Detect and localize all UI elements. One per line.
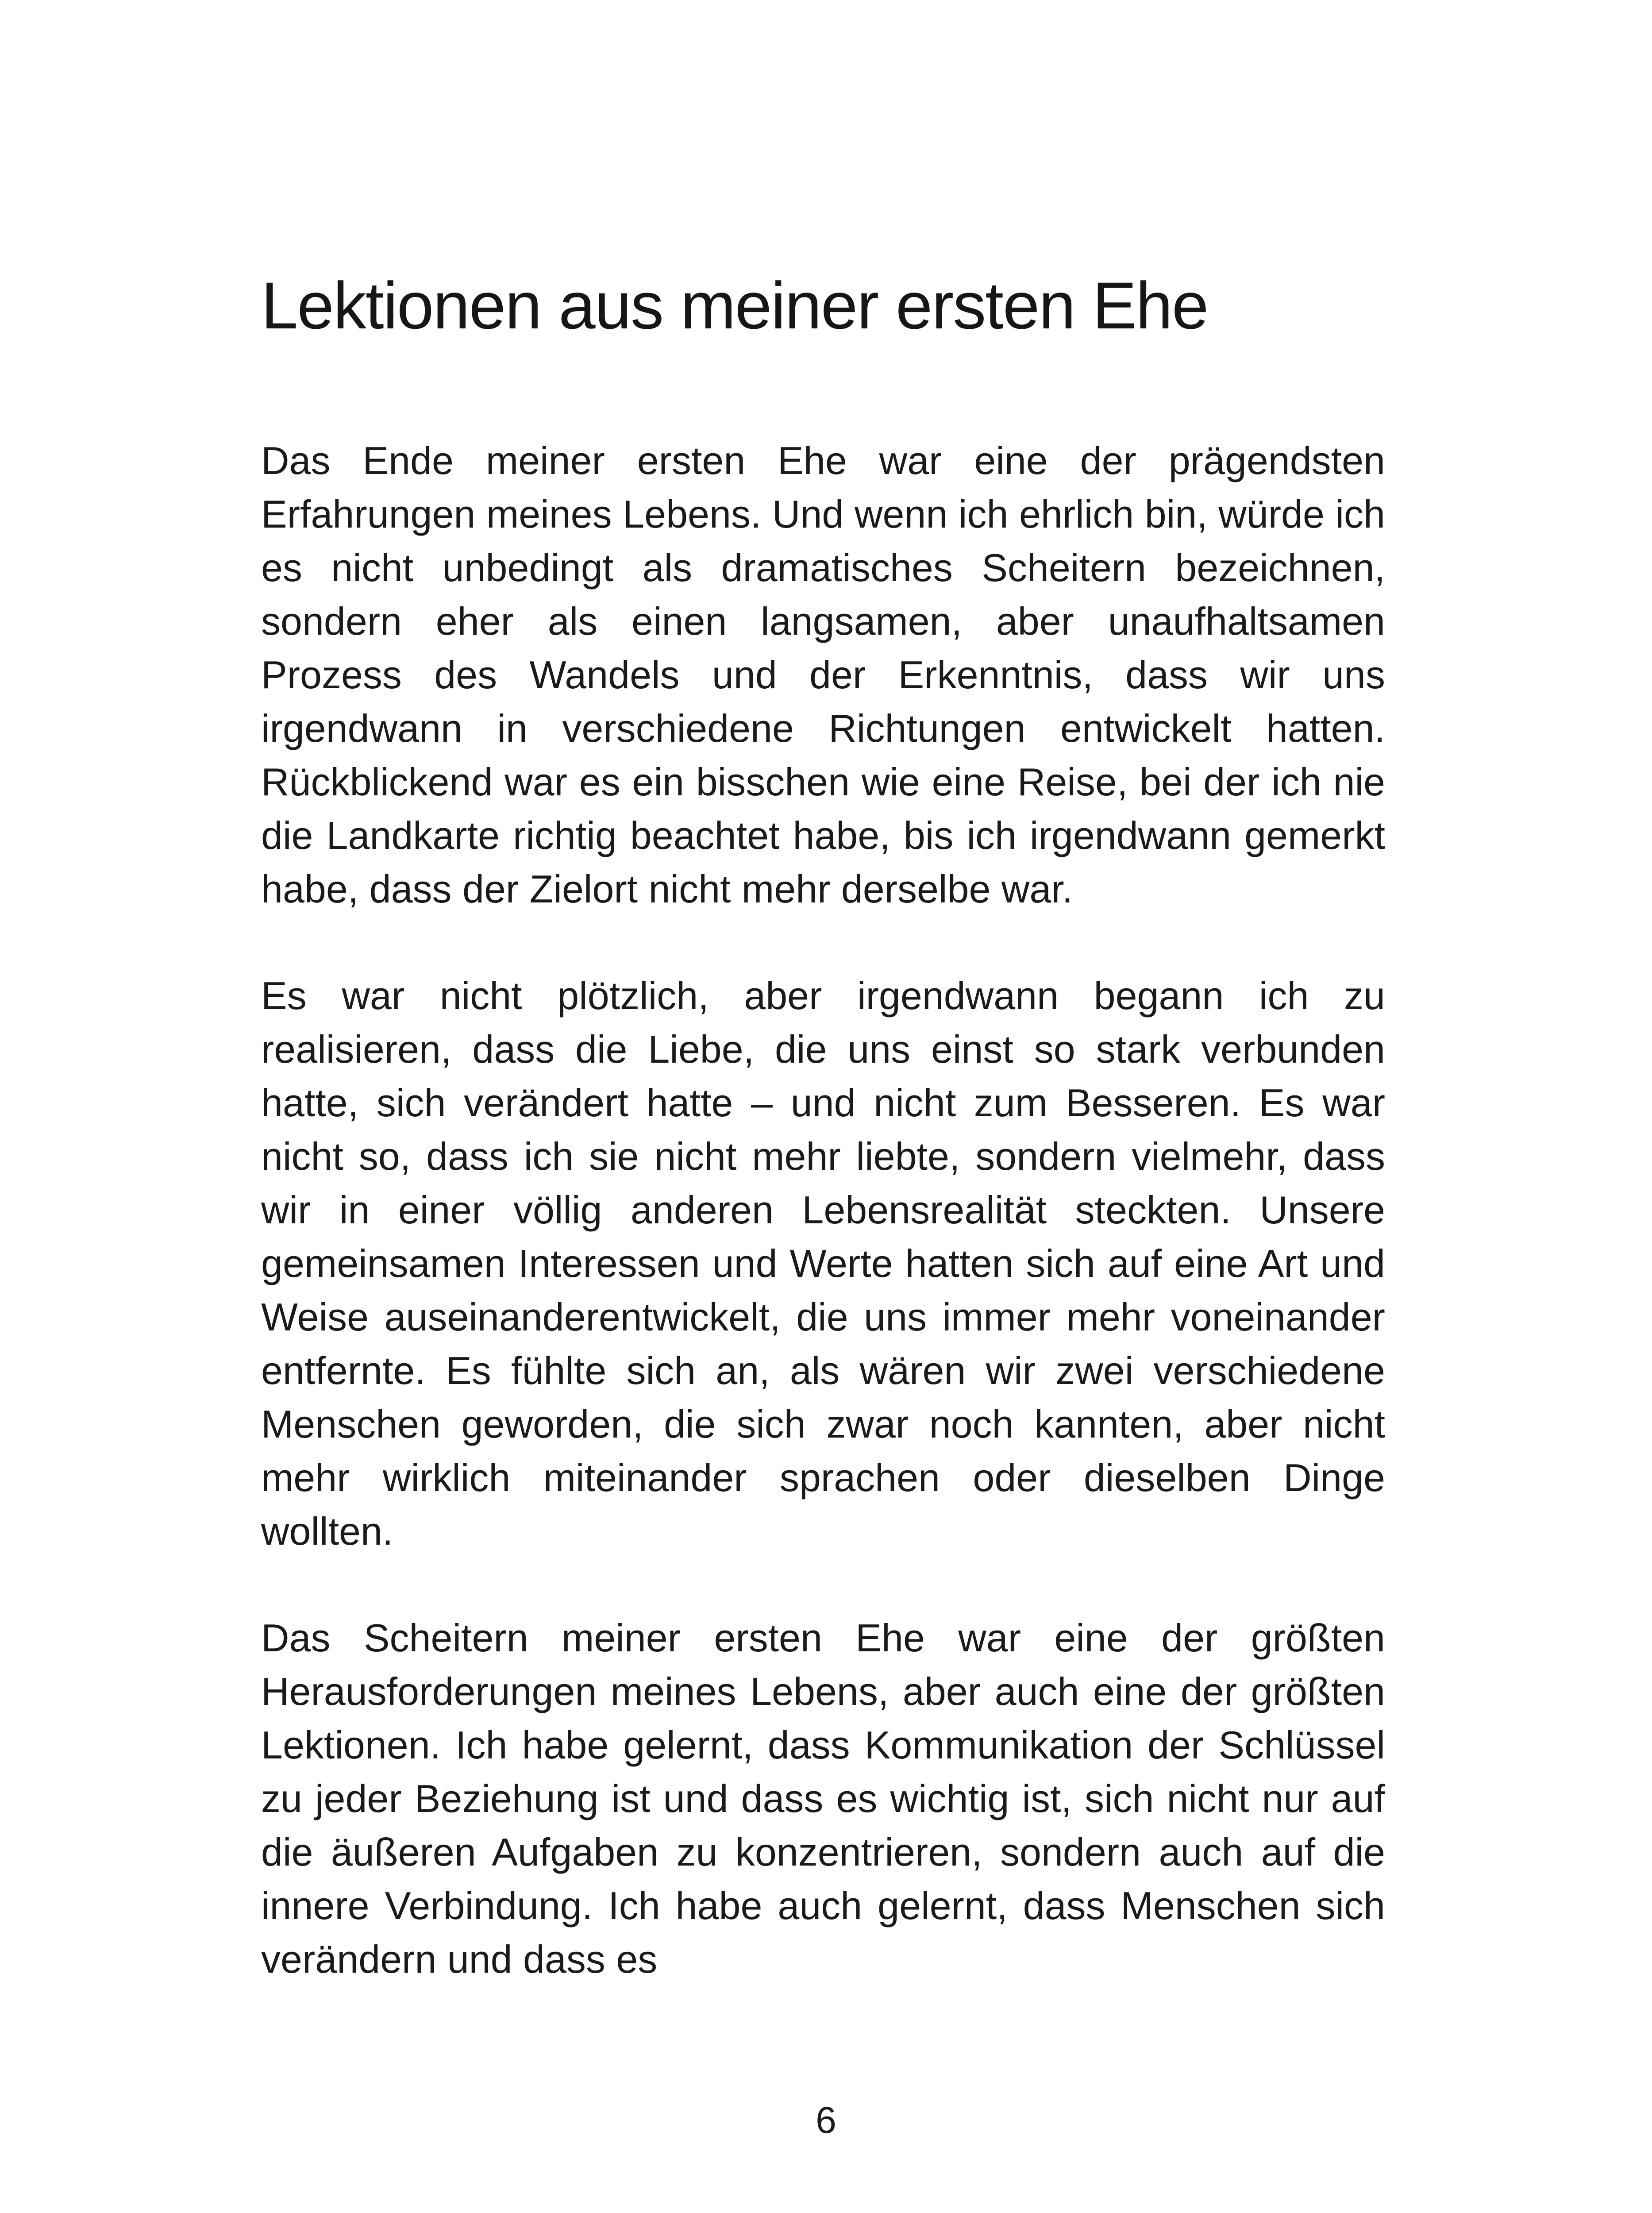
page-content bbox=[261, 266, 1385, 2039]
paragraph-2: Es war nicht plötzlich, aber irgendwann begann ich zu realisieren, dass die Liebe, die uns einst so stark verbunden hatte, sich verändert hatte – und nicht zum Besseren. Es war nicht so, dass ich sie nicht mehr liebte, sondern vielmehr, dass wir in einer völlig anderen Lebensrealität steckten. Unsere gemeinsamen Interessen und Werte hatten sich auf eine Art und Weise auseinanderentwickelt, die uns immer mehr voneinander entfernte. Es fühlte sich an, als wären wir zwei verschiedene Menschen geworden, die sich zwar noch kannten, aber nicht mehr wirklich miteinander sprachen oder dieselben Dinge wollten. bbox=[261, 974, 1385, 1553]
page-number: 6 bbox=[816, 2099, 836, 2141]
chapter-title: Lektionen aus meiner ersten Ehe bbox=[261, 268, 1208, 343]
body-text bbox=[261, 434, 1385, 1986]
paragraph-1: Das Ende meiner ersten Ehe war eine der prägendsten Erfahrungen meines Lebens. Und wenn ich ehrlich bin, würde ich es nicht unbedingt als dramatisches Scheitern bezeichnen, sondern eher als einen langsamen, aber unaufhaltsamen Prozess des Wandels und der Erkenntnis, dass wir uns irgendwann in verschiedene Richtungen entwickelt hatten. Rückblickend war es ein bisschen wie eine Reise, bei der ich nie die Landkarte richtig beachtet habe, bis ich irgendwann gemerkt habe, dass der Zielort nicht mehr derselbe war. bbox=[261, 439, 1385, 911]
paragraph-3: Das Scheitern meiner ersten Ehe war eine der größten Herausforderungen meines Lebens, aber auch eine der größten Lektionen. Ich habe gelernt, dass Kommunikation der Schlüssel zu jeder Beziehung ist und dass es wichtig ist, sich nicht nur auf die äußeren Aufgaben zu konzentrieren, sondern auch auf die innere Verbindung. Ich habe auch gelernt, dass Menschen sich verändern und dass es bbox=[261, 1616, 1385, 1981]
